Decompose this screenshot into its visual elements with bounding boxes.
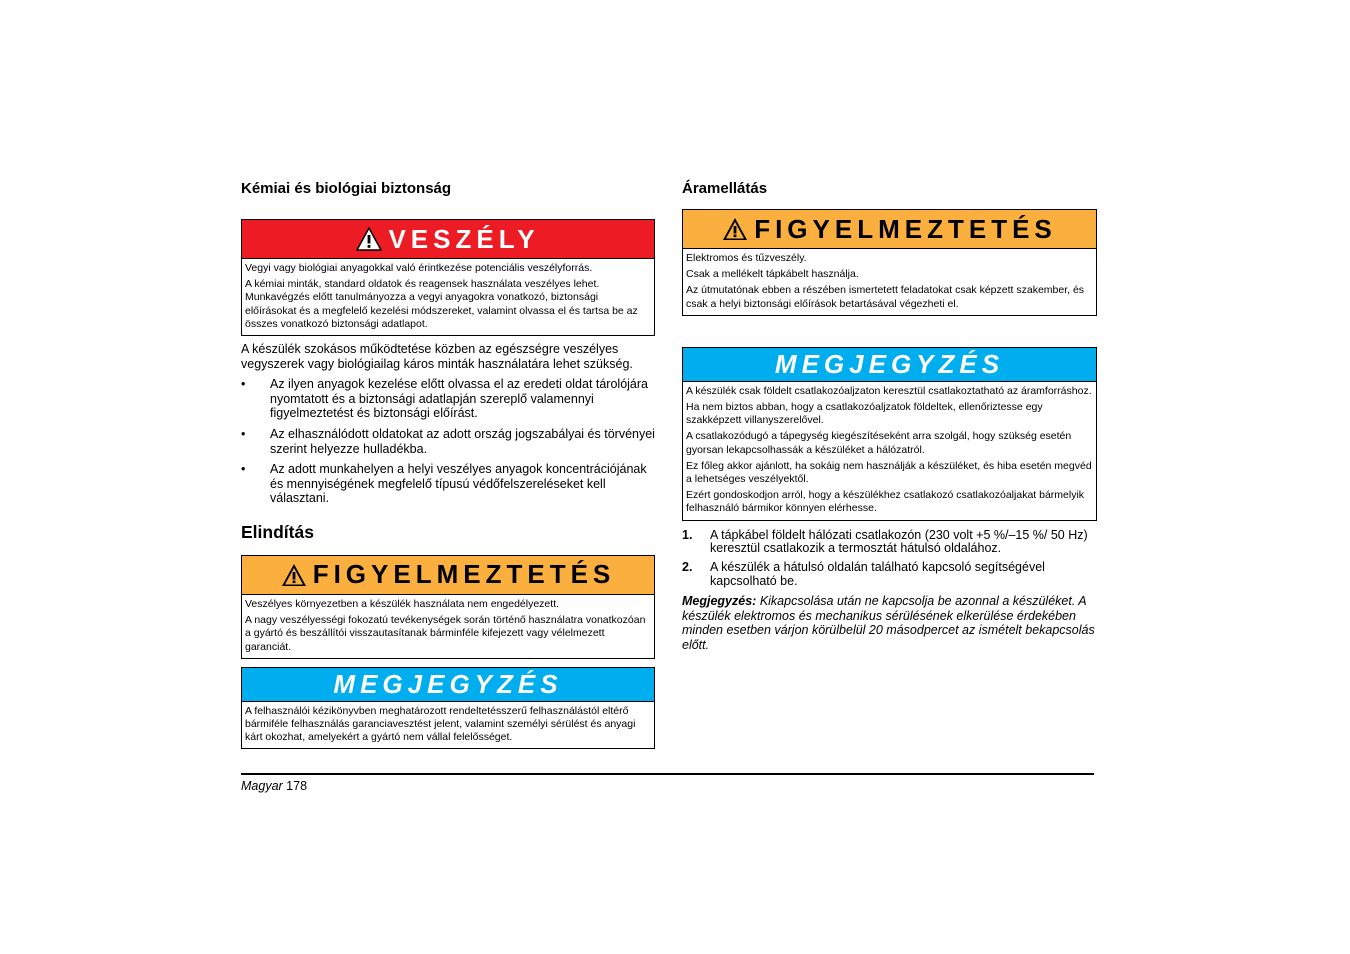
- left-column: [241, 180, 655, 749]
- step-text: A tápkábel földelt hálózati csatlakozón (230 volt +5 %/–15 %/ 50 Hz) keresztül csatlakozik a termosztát hátulsó oldalához.: [710, 527, 1088, 556]
- warning-header: [683, 210, 1096, 249]
- note-line: Ezért gondoskodjon arról, hogy a készülékhez csatlakozó csatlakozóaljakat bármelyik felhasználó bármikor könnyen elérhesse.: [686, 489, 1085, 515]
- warning-body: [683, 249, 1096, 315]
- note-header: [683, 348, 1096, 382]
- note-label: Megjegyzés:: [682, 594, 757, 609]
- start-heading: Elindítás: [241, 521, 314, 542]
- danger-header: [242, 220, 654, 259]
- note-box: [241, 667, 655, 750]
- danger-body: [242, 259, 654, 335]
- note-line: A felhasználói kézikönyvben meghatározott rendeltetésszerű felhasználástól eltérő bármiféle felhasználás garanciavesztést jelent, valamint személyi sérülést és anyagi kárt okozhat, amelyekért a gyártó nem vállal felelősséget.: [245, 704, 636, 744]
- warning-line: A nagy veszélyességi fokozatú tevékenységek során történő használatra vonatkozóan a gyártó és beszállítói visszautasítanak bárminféle kifejezett vagy vélelmezett garanciát.: [245, 614, 646, 653]
- bullet-text: Az ilyen anyagok kezelése előtt olvassa el az eredeti oldat tárolójára nyomtatott és a biztonsági adatlapján szereplő valamennyi figyelmeztetést és biztonsági előírást.: [270, 377, 648, 421]
- bullet-text: Az adott munkahelyen a helyi veszélyes anyagok koncentrációjának és mennyiségének megfelelő típusú védőfelszereléseket kell választani.: [270, 462, 647, 506]
- note-title: MEGJEGYZÉS: [333, 668, 563, 699]
- danger-box: [241, 219, 655, 336]
- note-title: MEGJEGYZÉS: [774, 348, 1005, 379]
- note-line: Ez főleg akkor ajánlott, ha sokáig nem használják a készüléket, és hiba esetén megvéd a lehetséges veszélyektől.: [686, 459, 1092, 486]
- danger-line: A kémiai minták, standard oldatok és reagensek használata veszélyes lehet. Munkavégzés előtt tanulmányozza a vegyi anyagokra vonatkozó, biztonsági előírásokat és a megfelelő kezelési módszereket, valamint olvassa el és tartsa be az összes vonatkozó biztonsági adatlapot.: [245, 278, 638, 330]
- list-item: [682, 529, 1097, 556]
- chem-bullet-list: [241, 377, 655, 506]
- power-heading: Áramellátás: [682, 180, 768, 197]
- list-item: [241, 377, 655, 421]
- power-steps-list: [682, 529, 1097, 589]
- note-body: [683, 382, 1096, 520]
- footer-language: Magyar: [241, 779, 283, 793]
- bullet-text: Az elhasználódott oldatokat az adott ország jogszabályai és törvényei szerint helyezze hulladékba.: [270, 426, 655, 456]
- bullet-mark: •: [241, 377, 246, 392]
- warning-title: FIGYELMEZTETÉS: [312, 559, 616, 590]
- right-column: [682, 180, 1097, 653]
- page-number: 178: [286, 779, 308, 793]
- note-header: [242, 668, 654, 702]
- warning-body: [242, 595, 654, 658]
- list-item: [682, 561, 1097, 588]
- footer-divider: [241, 773, 1094, 775]
- chem-intro-paragraph: A készülék szokásos működtetése közben az egészségre veszélyes vegyszerek vagy biológiailag káros minták használatára lehet szükség.: [241, 342, 633, 371]
- warning-triangle-icon: [722, 217, 748, 241]
- list-item: [241, 427, 655, 456]
- warning-title: FIGYELMEZTETÉS: [754, 213, 1057, 244]
- warning-box: [682, 209, 1097, 316]
- note-line: Ha nem biztos abban, hogy a csatlakozóaljzatok földeltek, ellenőriztesse egy szakképzett villanyszerelővel.: [686, 401, 1043, 427]
- warning-triangle-icon: [356, 227, 382, 251]
- bullet-mark: •: [241, 426, 246, 441]
- step-text: A készülék a hátulsó oldalán található kapcsoló segítségével kapcsolható be.: [710, 560, 1045, 588]
- power-note-paragraph: [682, 594, 1097, 652]
- danger-title: VESZÉLY: [388, 223, 540, 254]
- warning-box: [241, 555, 655, 659]
- danger-line: Vegyi vagy biológiai anyagokkal való érintkezése potenciális veszélyforrás.: [245, 262, 593, 274]
- chem-safety-heading: Kémiai és biológiai biztonság: [241, 180, 452, 197]
- note-body: [242, 702, 654, 749]
- bullet-mark: •: [241, 462, 246, 477]
- warning-line: Az útmutatónak ebben a részében ismertetett feladatokat csak képzett szakember, és csak a helyi biztonsági előírások betartásával végezheti el.: [686, 284, 1085, 310]
- warning-line: Veszélyes környezetben a készülék használata nem engedélyezett.: [245, 597, 560, 610]
- page-footer: [241, 779, 307, 793]
- warning-line: Csak a mellékelt tápkábelt használja.: [686, 268, 859, 281]
- warning-header: [242, 556, 654, 595]
- note-line: A csatlakozódugó a tápegység kiegészítéseként arra szolgál, hogy szükség esetén gyorsan lekapcsolhassák a készüléket a hálózatról.: [686, 430, 1072, 456]
- warning-line: Elektromos és tűzveszély.: [686, 252, 807, 264]
- note-text: Kikapcsolása után ne kapcsolja be azonnal a készüléket. A készülék elektromos és mechanikus sérülésének elkerülése érdekében minden esetben várjon körülbelül 20 másodpercet az ismételt bekapcsolás előtt.: [682, 594, 1095, 653]
- warning-triangle-icon: [281, 563, 307, 587]
- step-number: 1.: [682, 527, 693, 542]
- step-number: 2.: [682, 560, 693, 575]
- list-item: [241, 462, 655, 506]
- note-box: [682, 347, 1097, 521]
- note-line: A készülék csak földelt csatlakozóaljzaton keresztül csatlakoztatható az áramforráshoz.: [686, 384, 1092, 397]
